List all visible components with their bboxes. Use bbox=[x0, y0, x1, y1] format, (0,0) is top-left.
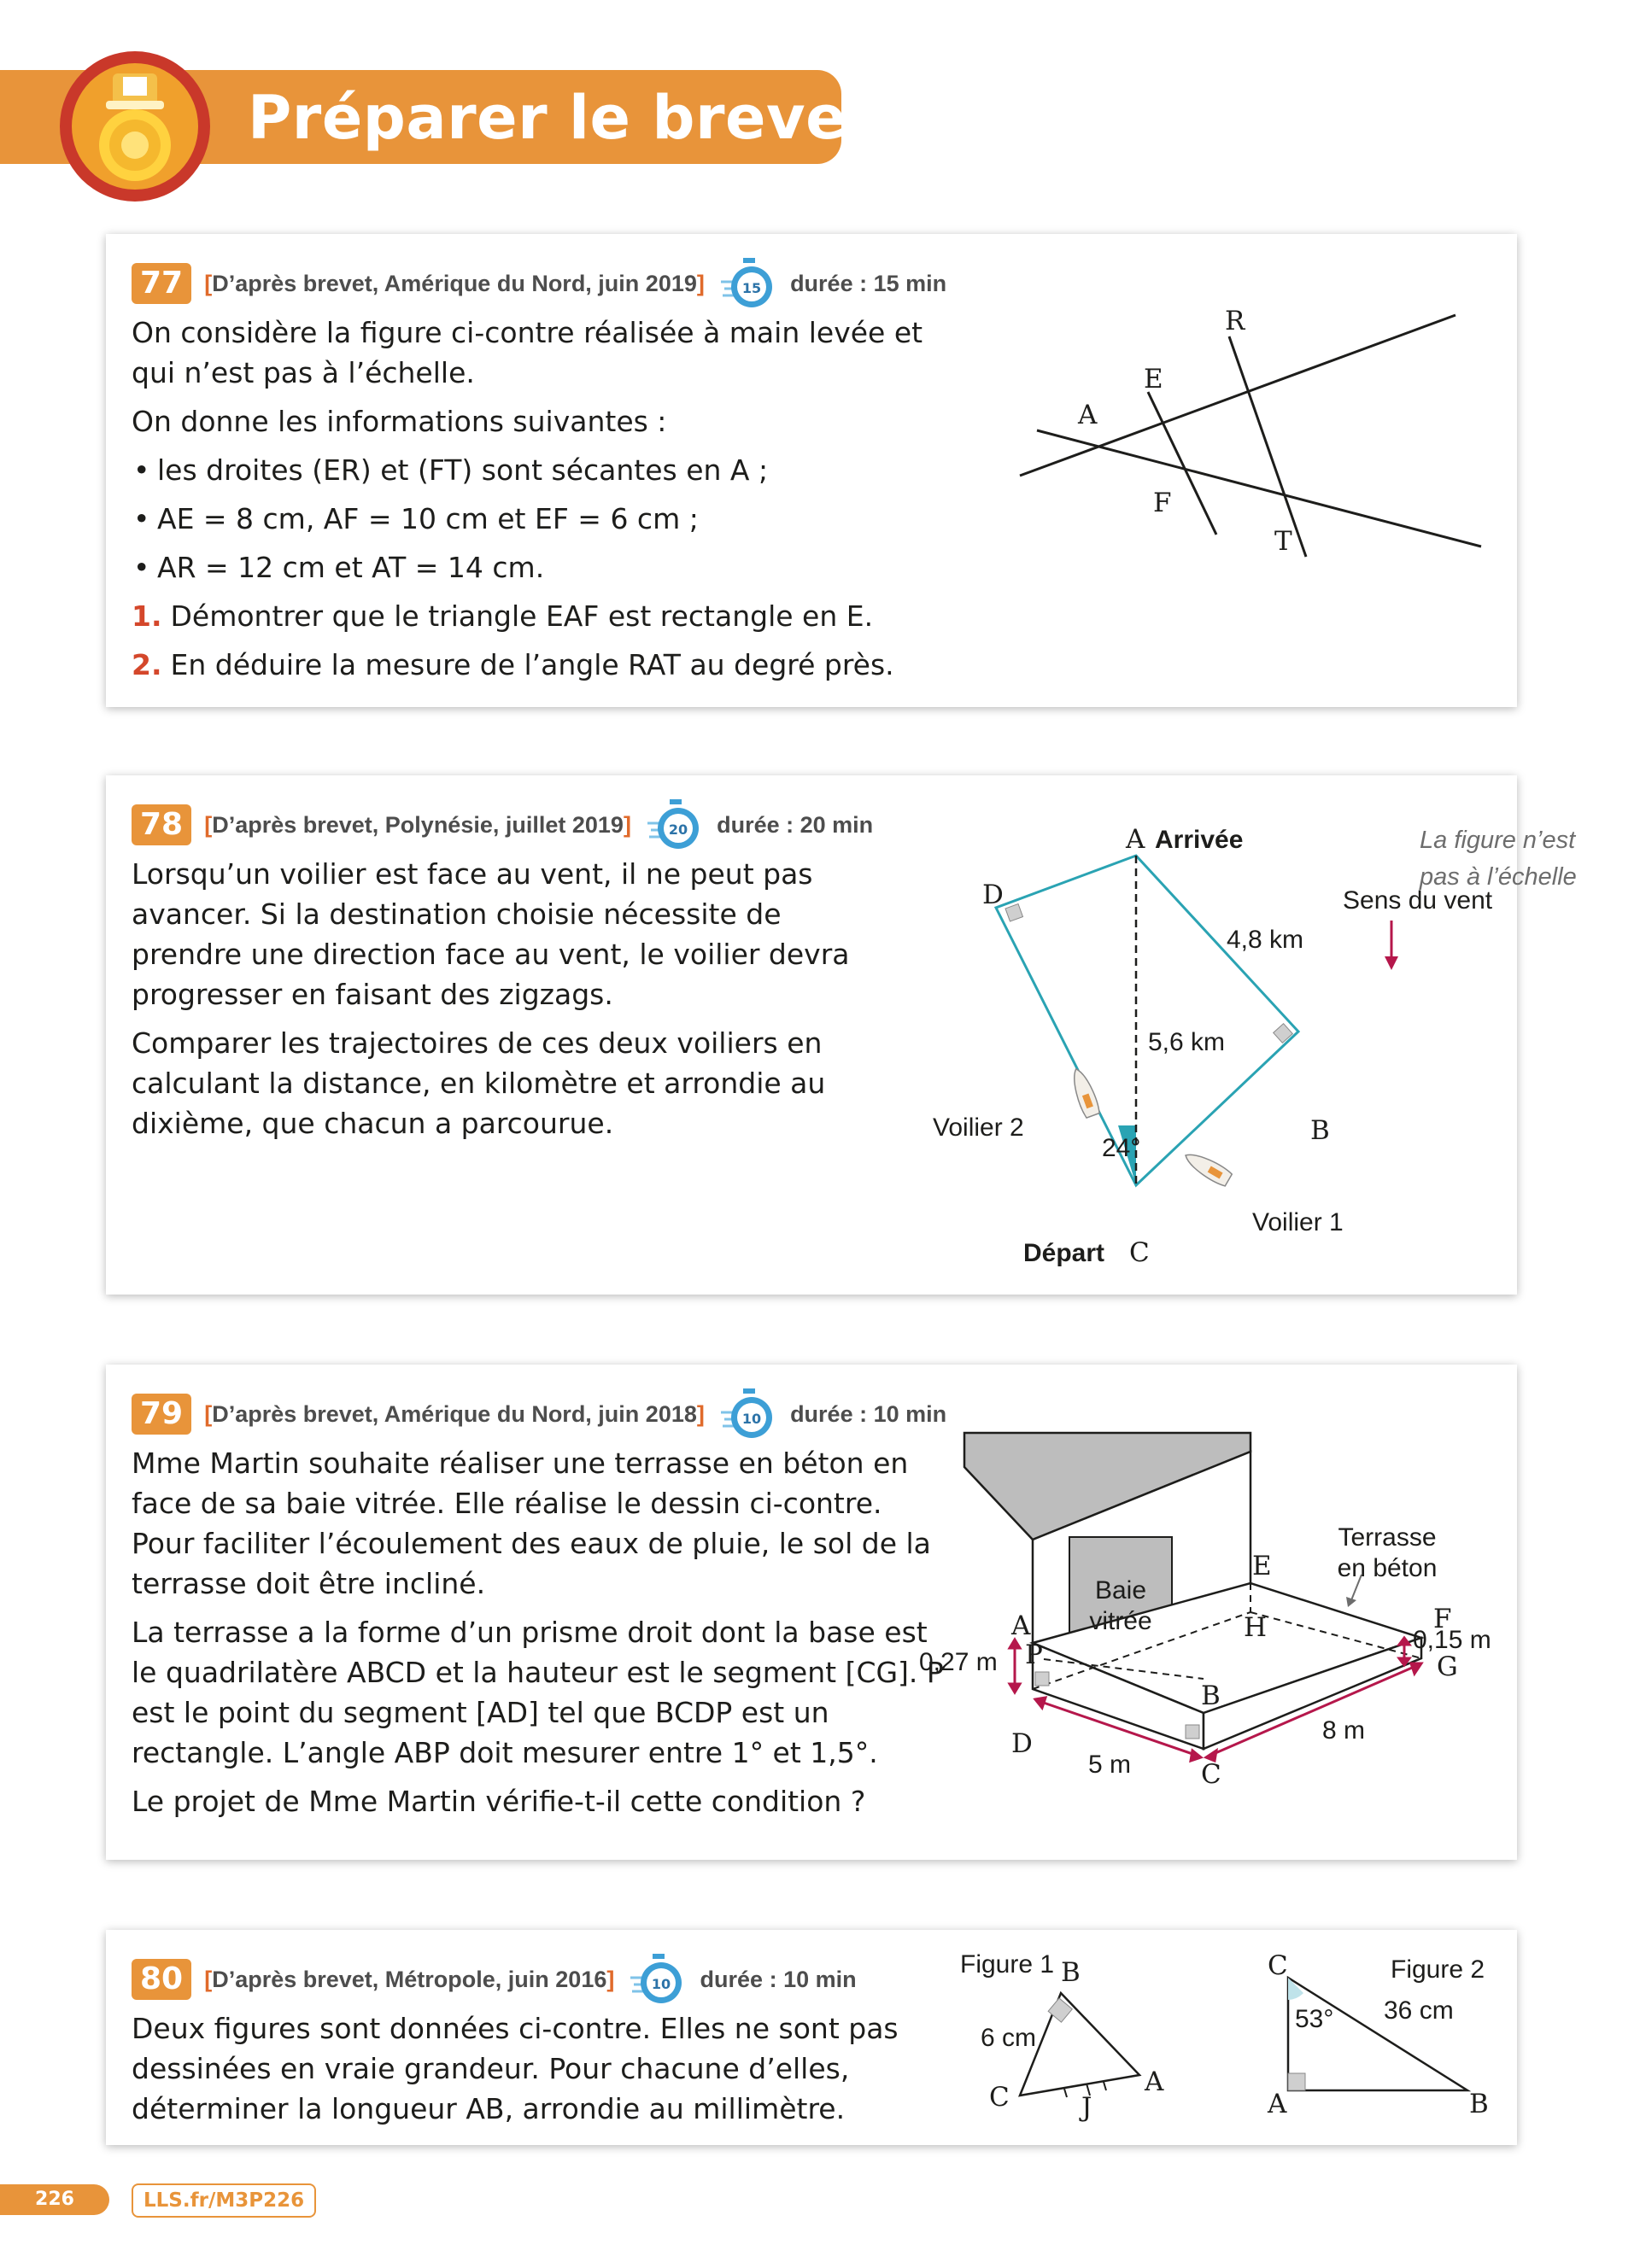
svg-text:T: T bbox=[1274, 526, 1292, 557]
svg-text:F: F bbox=[1153, 488, 1172, 518]
terrace-figure bbox=[919, 1433, 1507, 1843]
svg-text:Départ: Départ bbox=[1023, 1239, 1105, 1267]
exercise-number: 77 bbox=[132, 263, 191, 304]
sailboat-icon bbox=[1181, 1148, 1233, 1187]
svg-text:10: 10 bbox=[652, 1976, 671, 1992]
exercise-header bbox=[132, 1954, 857, 1995]
svg-text:en béton: en béton bbox=[1337, 1554, 1438, 1582]
stopwatch-icon bbox=[630, 1954, 687, 2005]
secant-lines-figure bbox=[1011, 302, 1456, 557]
exercise-78-card bbox=[106, 775, 1577, 1295]
svg-text:5,6 km: 5,6 km bbox=[1148, 1028, 1226, 1056]
exercise-number: 80 bbox=[132, 1959, 191, 2000]
exercise-header bbox=[132, 1388, 946, 1429]
question-1: 1. Démontrer que le triangle EAF est rectangle en E. bbox=[132, 599, 874, 633]
svg-text:36 cm: 36 cm bbox=[1384, 1996, 1454, 2025]
svg-text:24°: 24° bbox=[1102, 1134, 1141, 1162]
exercise-source: [D’après brevet, Amérique du Nord, juin 2019] bbox=[204, 270, 705, 296]
exercise-source: [D’après brevet, Métropole, juin 2016] bbox=[204, 1966, 615, 1992]
stopwatch-icon bbox=[647, 799, 704, 850]
exercise-77-card bbox=[106, 234, 1517, 707]
svg-text:vitrée: vitrée bbox=[1089, 1607, 1152, 1635]
svg-text:La figure n’est: La figure n’est bbox=[1420, 827, 1576, 854]
svg-text:A: A bbox=[1078, 400, 1098, 430]
svg-text:A: A bbox=[1145, 2066, 1164, 2097]
paragraph: Deux figures sont données ci-contre. Elles ne sont pas dessinées en vraie grandeur. Pour chacune d’elles, déterminer la longueur AB, arrondie au millimètre. bbox=[132, 2012, 899, 2125]
paragraph: Mme Martin souhaite réaliser une terrasse en béton en face de sa baie vitrée. Elle réalise le dessin ci-contre. Pour faciliter l’écoulement des eaux de pluie, le sol de la terrasse doit être incliné. bbox=[132, 1447, 931, 1600]
svg-text:C: C bbox=[989, 2082, 1010, 2113]
exercise-duration: durée : 15 min bbox=[790, 270, 947, 296]
svg-text:10: 10 bbox=[741, 1411, 762, 1427]
svg-text:B: B bbox=[1469, 2089, 1489, 2119]
svg-text:pas à l’échelle: pas à l’échelle bbox=[1420, 863, 1577, 891]
svg-text:F: F bbox=[1433, 1604, 1452, 1634]
svg-text:6 cm: 6 cm bbox=[981, 2024, 1037, 2052]
svg-text:B: B bbox=[1201, 1681, 1221, 1711]
intro-paragraph: On donne les informations suivantes : bbox=[132, 405, 667, 438]
svg-text:Sens du vent: Sens du vent bbox=[1343, 886, 1493, 915]
question-2: 2. En déduire la mesure de l’angle RAT au degré près. bbox=[132, 648, 894, 681]
svg-text:0,15 m: 0,15 m bbox=[1413, 1626, 1491, 1654]
exercise-number: 78 bbox=[132, 804, 191, 845]
svg-text:Figure 1: Figure 1 bbox=[960, 1950, 1055, 1979]
exercise-text bbox=[132, 313, 969, 693]
stopwatch-icon bbox=[721, 258, 777, 309]
list-item: • AR = 12 cm et AT = 14 cm. bbox=[132, 547, 969, 587]
figure-1-triangle bbox=[960, 1945, 1233, 2123]
exercise-duration: durée : 20 min bbox=[717, 811, 874, 838]
info-list bbox=[132, 450, 969, 587]
paragraph: Lorsqu’un voilier est face au vent, il ne peut pas avancer. Si la destination choisie nécessite de prendre une direction face au vent, le voilier devra progresser en faisant des zigzags. bbox=[132, 857, 850, 1011]
paragraph: La terrasse a la forme d’un prisme droit dont la base est le quadrilatère ABCD et la hauteur est le segment [CG]. P est le point du segment [AD] tel que BCDP est un rectangle. L’angle ABP doit mesurer entre 1° et 1,5°. bbox=[132, 1616, 944, 1769]
paragraph: Le projet de Mme Martin vérifie-t-il cette condition ? bbox=[132, 1785, 866, 1818]
list-item: • AE = 8 cm, AF = 10 cm et EF = 6 cm ; bbox=[132, 499, 969, 539]
svg-text:C: C bbox=[1201, 1759, 1221, 1790]
svg-text:H: H bbox=[1244, 1612, 1268, 1643]
exercise-header bbox=[132, 258, 946, 299]
svg-text:B: B bbox=[1061, 1957, 1081, 1988]
sailboat-icon bbox=[1068, 1066, 1101, 1118]
lls-link[interactable]: LLS.fr/M3P226 bbox=[132, 2183, 316, 2218]
exercise-duration: durée : 10 min bbox=[790, 1400, 947, 1427]
svg-text:Arrivée: Arrivée bbox=[1155, 826, 1244, 854]
svg-text:E: E bbox=[1144, 364, 1163, 395]
svg-text:Voilier 1: Voilier 1 bbox=[1252, 1208, 1344, 1236]
exercise-number: 79 bbox=[132, 1394, 191, 1435]
exercise-text bbox=[132, 2008, 917, 2137]
sailboat-figure bbox=[917, 792, 1577, 1271]
exercise-text bbox=[132, 854, 883, 1152]
svg-text:A: A bbox=[1268, 2089, 1287, 2119]
svg-text:Terrasse: Terrasse bbox=[1338, 1523, 1437, 1552]
stopwatch-icon bbox=[721, 1388, 777, 1440]
svg-text:A: A bbox=[1126, 824, 1145, 855]
exercise-header bbox=[132, 799, 873, 840]
svg-text:5 m: 5 m bbox=[1088, 1751, 1132, 1779]
svg-text:Baie: Baie bbox=[1094, 1576, 1147, 1605]
svg-text:P: P bbox=[1025, 1640, 1043, 1670]
exercise-80-card bbox=[106, 1930, 1517, 2145]
page-title: Préparer le brevet bbox=[248, 83, 876, 153]
svg-text:0,27 m: 0,27 m bbox=[919, 1648, 998, 1676]
svg-text:A: A bbox=[1011, 1610, 1031, 1641]
svg-text:C: C bbox=[1129, 1237, 1150, 1268]
exercise-79-card bbox=[106, 1365, 1517, 1860]
svg-text:53°: 53° bbox=[1295, 2005, 1334, 2033]
svg-text:8 m: 8 m bbox=[1322, 1716, 1366, 1745]
svg-text:R: R bbox=[1225, 306, 1245, 336]
page-number: 226 bbox=[0, 2184, 109, 2215]
svg-text:4,8 km: 4,8 km bbox=[1227, 926, 1304, 954]
medal-icon bbox=[58, 50, 212, 203]
svg-text:20: 20 bbox=[668, 821, 688, 838]
svg-text:B: B bbox=[1310, 1115, 1330, 1146]
exercise-source: [D’après brevet, Amérique du Nord, juin 2018] bbox=[204, 1400, 705, 1427]
figure-2-triangle bbox=[1254, 1945, 1510, 2119]
svg-text:G: G bbox=[1437, 1651, 1458, 1682]
svg-text:C: C bbox=[1268, 1950, 1288, 1981]
intro-paragraph: On considère la figure ci-contre réalisée à main levée et qui n’est pas à l’échelle. bbox=[132, 316, 923, 389]
svg-text:Voilier 2: Voilier 2 bbox=[933, 1114, 1024, 1142]
list-item: • les droites (ER) et (FT) sont sécantes en A ; bbox=[132, 450, 969, 490]
exercise-text bbox=[132, 1443, 952, 1830]
exercise-source: [D’après brevet, Polynésie, juillet 2019] bbox=[204, 811, 631, 838]
svg-text:D: D bbox=[982, 880, 1004, 910]
svg-text:Figure 2: Figure 2 bbox=[1391, 1955, 1485, 1984]
svg-text:J: J bbox=[1081, 2092, 1092, 2123]
paragraph: Comparer les trajectoires de ces deux voiliers en calculant la distance, en kilomètre et arrondie au dixième, que chacun a parcourue. bbox=[132, 1026, 826, 1140]
svg-text:15: 15 bbox=[741, 280, 762, 296]
svg-text:D: D bbox=[1011, 1728, 1033, 1759]
exercise-duration: durée : 10 min bbox=[700, 1966, 857, 1992]
svg-text:E: E bbox=[1252, 1551, 1272, 1581]
